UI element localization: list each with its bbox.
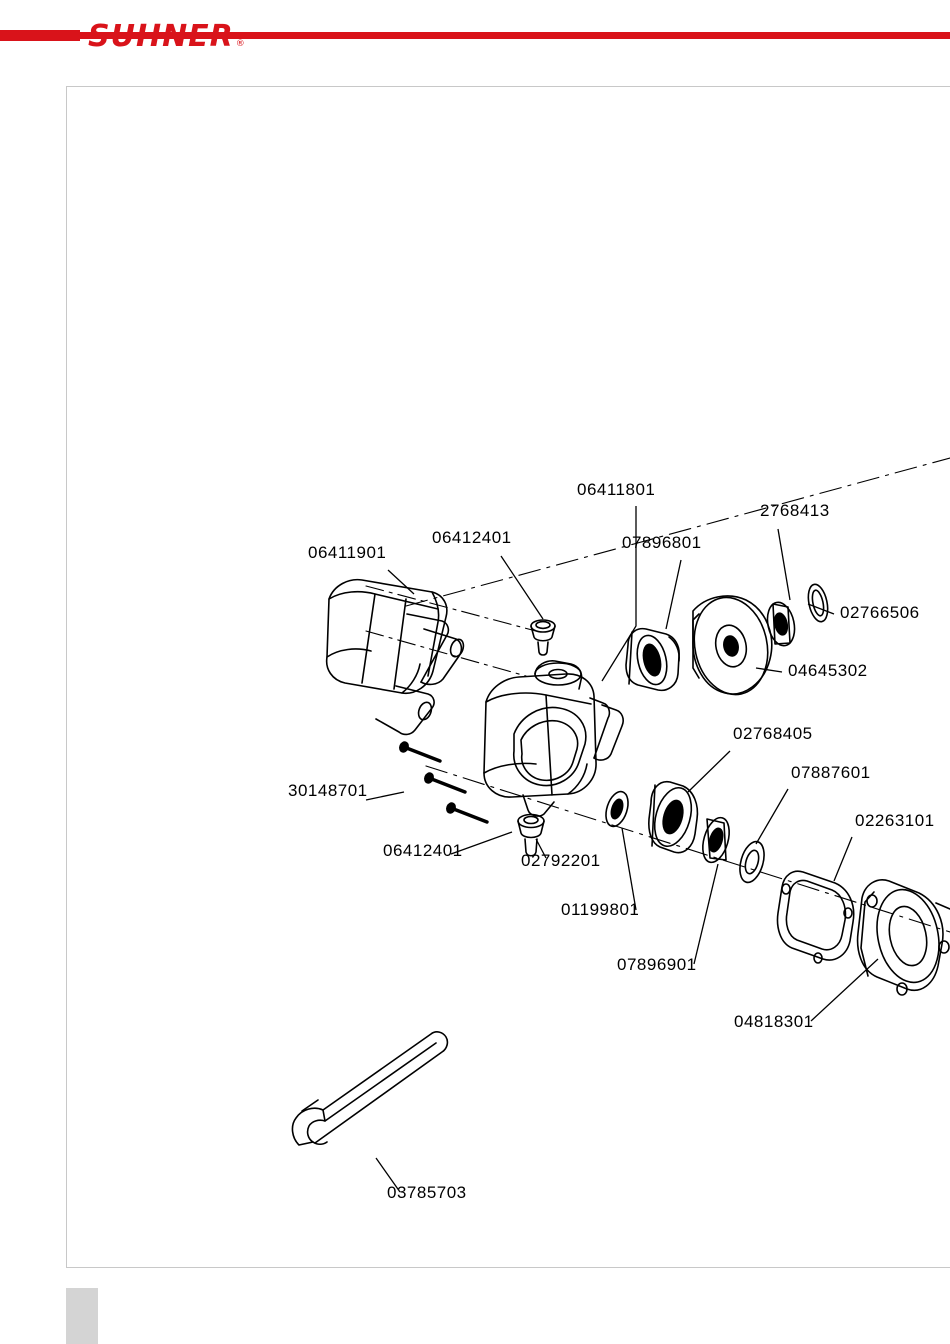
label-04818301: 04818301 [734, 1012, 814, 1031]
brand-logo [88, 19, 245, 54]
axis-line-clamp [366, 586, 536, 676]
dowel-pin-2 [423, 772, 465, 792]
label-06412401-top: 06412401 [432, 528, 512, 547]
washer-part [602, 789, 632, 829]
label-02766506: 02766506 [840, 603, 920, 622]
label-07887601: 07887601 [791, 763, 871, 782]
bearing-large-part [648, 782, 697, 853]
label-02768405: 02768405 [733, 724, 813, 743]
shim-ring-part [736, 839, 769, 885]
retaining-ring-part [805, 583, 831, 624]
end-cap-flange-part [858, 880, 950, 995]
label-01199801: 01199801 [561, 900, 640, 919]
spacer-ring-part [764, 600, 799, 648]
registered-trademark-icon: ® [235, 39, 245, 49]
dowel-pin-3 [445, 802, 487, 822]
clamp-shell-part [327, 580, 466, 735]
label-02792201: 02792201 [521, 851, 601, 870]
label-03785703: 03785703 [387, 1183, 467, 1202]
label-06411901: 06411901 [308, 543, 387, 562]
label-06412401-bottom: 06412401 [383, 841, 463, 860]
brand-name: SUHNER [88, 19, 234, 54]
label-07896801: 07896801 [622, 533, 702, 552]
dowel-pin-1 [398, 741, 440, 761]
label-04645302: 04645302 [788, 661, 868, 680]
seal-ring-part [778, 871, 854, 963]
flange-disc-part [686, 591, 777, 702]
screw-upper-part [531, 620, 555, 655]
label-2768413: 2768413 [760, 501, 830, 520]
label-30148701: 30148701 [288, 781, 368, 800]
label-02263101: 02263101 [855, 811, 935, 830]
housing-body-part [484, 661, 623, 816]
exploded-parts-diagram [66, 86, 950, 1268]
label-06411801: 06411801 [577, 480, 656, 499]
bearing-sleeve-part [626, 629, 679, 691]
label-07896901: 07896901 [617, 955, 697, 974]
page-header [0, 0, 950, 62]
page-corner-tab [66, 1288, 98, 1344]
plug-screw-part [518, 815, 544, 856]
open-end-wrench-part [292, 1032, 447, 1145]
